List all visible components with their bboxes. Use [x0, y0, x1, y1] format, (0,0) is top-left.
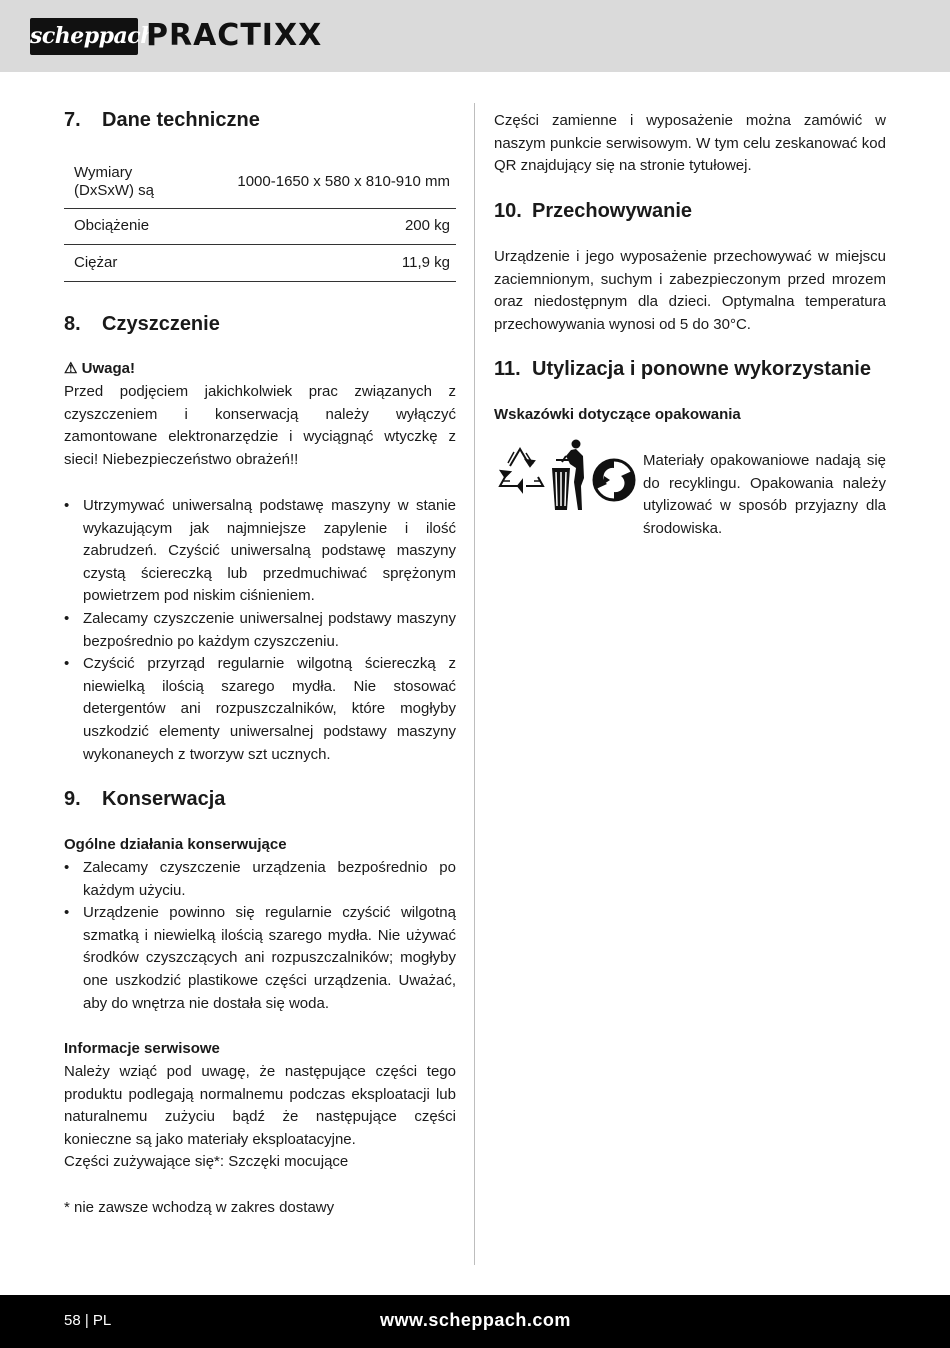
storage-info	[494, 246, 886, 336]
section-10-heading	[494, 199, 692, 223]
maintenance-list	[64, 857, 456, 1015]
section-8-number: 8.	[64, 313, 81, 335]
spec-value: 1000-1650 x 580 x 810-910 mm	[237, 173, 450, 191]
footnote-text: * nie zawsze wchodzą w zakres dostawy	[64, 1199, 335, 1216]
green-dot-icon	[594, 460, 634, 500]
spec-label: Obciążenie	[74, 217, 150, 234]
section-7-title: Dane techniczne	[102, 109, 260, 131]
packaging-info	[643, 450, 886, 540]
list-item: • Czyścić przyrząd regularnie wilgotną ściereczką z niewielką ilością szarego mydła. Nie stosować detergentów ani rozpuszczalników, które mogłyby uszkodzić elementy uniwersalnej podstawy maszyny wykonaneych z tworzyw szt ucznych.	[64, 653, 456, 766]
cleaning-list	[64, 495, 456, 766]
website-link[interactable]: www.scheppach.com	[380, 1310, 571, 1330]
page-number: 58 | PL	[64, 1312, 112, 1329]
spec-value: 200 kg	[404, 217, 450, 234]
section-9-title: Konserwacja	[102, 788, 226, 810]
section-8-heading	[64, 312, 220, 336]
spare-parts-paragraph: Części zamienne i wyposażenie można zamówić w naszym punkcie serwisowym. W tym celu zeskanować kod QR znajdujący się na stronie tytułowej.	[494, 112, 886, 175]
storage-paragraph: Urządzenie i jego wyposażenie przechowywać w miejscu zaciemnionym, suchym i zabezpieczonym przed mrozem oraz niedostępnym dla dzieci. Optymalna temperatura przechowywania wynosi od 5 do 30°C.	[494, 248, 886, 333]
spec-label: Ciężar	[74, 253, 118, 271]
section-11-heading	[494, 357, 871, 381]
section-7-number: 7.	[64, 109, 81, 131]
page-header	[0, 0, 950, 72]
section-8-title: Czyszczenie	[102, 313, 220, 335]
scheppach-logo: scheppach	[30, 18, 138, 55]
spec-row	[64, 157, 456, 208]
service-info	[64, 1061, 456, 1174]
list-item: • Urządzenie powinno się regularnie czyścić wilgotną szmatką i niewielką ilością szarego mydła. Nie używać środków czyszczących ani rozpuszczalników; mogłyby one uszkodzić plastikowe części urządzenia. Uważać, aby do wnętrza nie dostała się woda.	[64, 902, 456, 1015]
spec-value: 11,9 kg	[401, 253, 450, 271]
spec-table	[64, 157, 456, 282]
warning-paragraph: Przed podjęciem jakichkolwiek prac związanych z czyszczeniem i konserwacją należy wyłączyć zamontowane elektronarzędzie i wyciągnąć wtyczkę z sieci! Niebezpieczeństwo obrażeń!!	[64, 383, 456, 468]
warning-label: ⚠ Uwaga!	[64, 360, 135, 377]
spare-parts-info	[494, 110, 886, 178]
packaging-icons-svg	[496, 434, 638, 512]
section-9-number: 9.	[64, 788, 81, 810]
recycle-icon	[500, 449, 543, 491]
section-10-title: Przechowywanie	[532, 200, 693, 222]
spec-row	[64, 244, 456, 281]
footnote	[64, 1197, 456, 1220]
practixx-logo: PRACTIXX	[146, 18, 323, 53]
list-item: • Utrzymywać uniwersalną podstawę maszyny w stanie wykazującym jak najmniejsze zapylenie i ilość zabrudzeń. Czyścić uniwersalną podstawę maszyny czystą ściereczką lub przedmuchiwać sprężonym powietrzem pod niskim ciśnieniem.	[64, 495, 456, 608]
spec-label: Wymiary (DxSxW) są	[74, 164, 154, 200]
tidyman-trash-icon	[552, 440, 584, 511]
warning-text	[64, 381, 456, 471]
section-11-title: Utylizacja i ponowne wykorzystanie	[532, 358, 871, 380]
general-maintenance-heading: Ogólne działania konserwujące	[64, 836, 287, 853]
service-paragraph: Należy wziąć pod uwagę, że następujące części tego produktu podlegają normalnemu podczas eksploatacji lub naturalnemu zużyciu bądź że następujące części konieczne są jako materiały eksploatacyjne.	[64, 1063, 456, 1148]
section-11-number: 11.	[494, 358, 521, 380]
service-info-heading: Informacje serwisowe	[64, 1040, 220, 1057]
wear-parts: Części zużywające się*: Szczęki mocujące	[64, 1153, 349, 1171]
packaging-heading: Wskazówki dotyczące opakowania	[494, 406, 741, 423]
packaging-paragraph: Materiały opakowaniowe nadają się do recyklingu. Opakowania należy utylizować w sposób przyjazny dla środowiska.	[643, 452, 886, 537]
packaging-icons	[496, 434, 638, 512]
section-10-number: 10.	[494, 200, 522, 222]
spec-row	[64, 208, 456, 244]
list-item: • Zalecamy czyszczenie uniwersalnej podstawy maszyny bezpośrednio po każdym czyszczeniu.	[64, 608, 456, 653]
list-item: • Zalecamy czyszczenie urządzenia bezpośrednio po każdym użyciu.	[64, 857, 456, 902]
section-9-heading	[64, 787, 225, 811]
column-divider	[474, 103, 475, 1265]
section-7-heading	[64, 108, 260, 132]
page-footer	[0, 1295, 950, 1348]
